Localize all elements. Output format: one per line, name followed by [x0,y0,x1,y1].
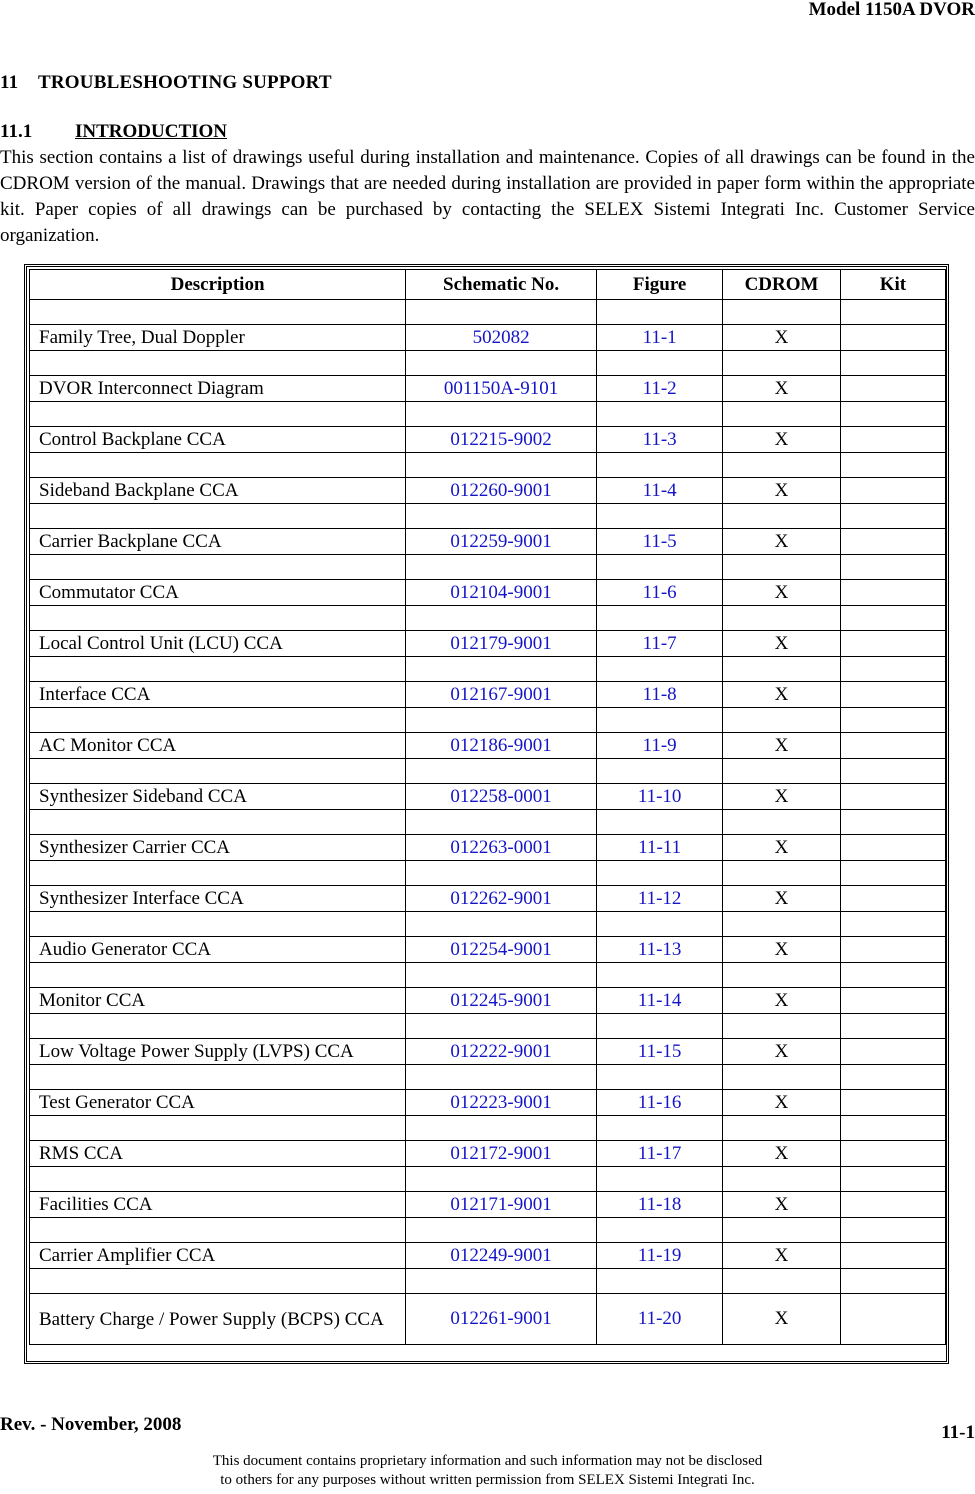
figure-link[interactable]: 11-5 [597,529,723,555]
table-row [30,733,946,759]
description-cell: RMS CCA [30,1141,406,1167]
empty-cell [840,708,945,733]
cdrom-cell: X [723,784,841,810]
description-cell: Audio Generator CCA [30,937,406,963]
schematic-link[interactable]: 012223-9001 [406,1090,597,1116]
schematic-link[interactable]: 012186-9001 [406,733,597,759]
table-row [30,427,946,453]
table-row [30,1090,946,1116]
table-row [30,529,946,555]
kit-cell [840,835,945,861]
description-cell: Commutator CCA [30,580,406,606]
empty-cell [723,504,841,529]
empty-cell [30,810,406,835]
empty-cell [723,963,841,988]
table-row [30,1192,946,1218]
empty-cell [406,1218,597,1243]
figure-link[interactable]: 11-4 [597,478,723,504]
empty-cell [30,1269,406,1294]
kit-cell [840,784,945,810]
empty-cell [723,1065,841,1090]
figure-link[interactable]: 11-11 [597,835,723,861]
spacer-row [30,402,946,427]
spacer-row [30,1269,946,1294]
empty-cell [597,351,723,376]
schematic-link[interactable]: 012245-9001 [406,988,597,1014]
schematic-link[interactable]: 012171-9001 [406,1192,597,1218]
empty-cell [406,963,597,988]
empty-cell [597,300,723,325]
schematic-link[interactable]: 012215-9002 [406,427,597,453]
figure-link[interactable]: 11-1 [597,325,723,351]
table-row [30,682,946,708]
description-cell: Sideband Backplane CCA [30,478,406,504]
empty-cell [406,1167,597,1192]
spacer-row [30,759,946,784]
cdrom-cell: X [723,1243,841,1269]
empty-cell [30,1218,406,1243]
kit-cell [840,886,945,912]
spacer-row [30,1218,946,1243]
empty-cell [406,1116,597,1141]
empty-cell [840,1014,945,1039]
empty-cell [30,861,406,886]
empty-cell [723,861,841,886]
schematic-link[interactable]: 001150A-9101 [406,376,597,402]
figure-link[interactable]: 11-6 [597,580,723,606]
empty-cell [597,1065,723,1090]
empty-cell [597,861,723,886]
kit-cell [840,376,945,402]
table-row [30,631,946,657]
schematic-link[interactable]: 012179-9001 [406,631,597,657]
table-row [30,376,946,402]
empty-cell [723,1269,841,1294]
cdrom-cell: X [723,1141,841,1167]
description-cell: Carrier Backplane CCA [30,529,406,555]
table-header-row [30,270,946,300]
cdrom-cell: X [723,682,841,708]
table-row [30,937,946,963]
table-row [30,988,946,1014]
spacer-row [30,1116,946,1141]
empty-cell [30,963,406,988]
spacer-row [30,606,946,631]
empty-cell [597,1014,723,1039]
schematic-link[interactable]: 012222-9001 [406,1039,597,1065]
cdrom-cell: X [723,1294,841,1345]
spacer-row [30,504,946,529]
table-row [30,886,946,912]
subsection-title-text: INTRODUCTION [75,121,228,142]
description-cell: Local Control Unit (LCU) CCA [30,631,406,657]
figure-link[interactable]: 11-10 [597,784,723,810]
kit-cell [840,733,945,759]
empty-cell [597,912,723,937]
description-cell: Family Tree, Dual Doppler [30,325,406,351]
empty-cell [597,810,723,835]
cdrom-cell: X [723,427,841,453]
empty-cell [840,1167,945,1192]
figure-link[interactable]: 11-3 [597,427,723,453]
empty-cell [30,912,406,937]
proprietary-notice [0,1452,975,1490]
schematic-link[interactable]: 012260-9001 [406,478,597,504]
empty-cell [597,402,723,427]
figure-link[interactable]: 11-18 [597,1192,723,1218]
empty-cell [406,657,597,682]
empty-cell [723,657,841,682]
figure-link[interactable]: 11-16 [597,1090,723,1116]
figure-link[interactable]: 11-12 [597,886,723,912]
empty-cell [723,402,841,427]
empty-cell [723,1218,841,1243]
header-figure: Figure [597,270,723,300]
empty-cell [30,1167,406,1192]
empty-cell [30,555,406,580]
empty-cell [723,1167,841,1192]
empty-cell [723,810,841,835]
header-description: Description [30,270,406,300]
empty-cell [597,453,723,478]
spacer-row [30,300,946,325]
table-body [30,300,946,1345]
empty-cell [597,1116,723,1141]
empty-cell [840,861,945,886]
empty-cell [840,1116,945,1141]
empty-cell [30,1116,406,1141]
empty-cell [723,300,841,325]
figure-link[interactable]: 11-7 [597,631,723,657]
table-row [30,784,946,810]
revision: Rev. - November, 2008 [0,1414,182,1435]
empty-cell [30,351,406,376]
empty-cell [406,1014,597,1039]
empty-cell [406,504,597,529]
spacer-row [30,657,946,682]
table-row [30,1243,946,1269]
spacer-row [30,1014,946,1039]
empty-cell [597,555,723,580]
figure-link[interactable]: 11-14 [597,988,723,1014]
header-model: Model 1150A DVOR [808,0,975,20]
empty-cell [597,759,723,784]
empty-cell [406,759,597,784]
cdrom-cell: X [723,376,841,402]
empty-cell [406,351,597,376]
empty-cell [723,351,841,376]
schematic-link[interactable]: 012249-9001 [406,1243,597,1269]
table-row [30,478,946,504]
spacer-row [30,861,946,886]
description-cell: Control Backplane CCA [30,427,406,453]
page-number: 11-1 [941,1422,975,1443]
description-cell: Low Voltage Power Supply (LVPS) CCA [30,1039,406,1065]
figure-link[interactable]: 11-17 [597,1141,723,1167]
table-row [30,1141,946,1167]
kit-cell [840,478,945,504]
empty-cell [406,606,597,631]
empty-cell [406,402,597,427]
description-cell: Battery Charge / Power Supply (BCPS) CCA [30,1294,406,1345]
cdrom-cell: X [723,325,841,351]
schematic-link[interactable]: 502082 [406,325,597,351]
spacer-row [30,708,946,733]
spacer-row [30,912,946,937]
kit-cell [840,1294,945,1345]
empty-cell [597,1218,723,1243]
empty-cell [30,759,406,784]
figure-link[interactable]: 11-19 [597,1243,723,1269]
cdrom-cell: X [723,937,841,963]
cdrom-cell: X [723,529,841,555]
kit-cell [840,937,945,963]
empty-cell [840,759,945,784]
empty-cell [840,351,945,376]
cdrom-cell: X [723,631,841,657]
cdrom-cell: X [723,580,841,606]
empty-cell [597,1167,723,1192]
schematic-link[interactable]: 012104-9001 [406,580,597,606]
empty-cell [723,606,841,631]
table-row [30,325,946,351]
kit-cell [840,427,945,453]
empty-cell [406,1269,597,1294]
kit-cell [840,682,945,708]
empty-cell [30,300,406,325]
empty-cell [406,810,597,835]
cdrom-cell: X [723,1192,841,1218]
spacer-row [30,963,946,988]
section-title [0,72,332,94]
description-cell: Synthesizer Carrier CCA [30,835,406,861]
cdrom-cell: X [723,886,841,912]
cdrom-cell: X [723,1090,841,1116]
figure-link[interactable]: 11-13 [597,937,723,963]
empty-cell [597,963,723,988]
description-cell: Synthesizer Sideband CCA [30,784,406,810]
description-cell: Synthesizer Interface CCA [30,886,406,912]
spacer-row [30,555,946,580]
description-cell: Carrier Amplifier CCA [30,1243,406,1269]
figure-link[interactable]: 11-20 [597,1294,723,1345]
empty-cell [597,657,723,682]
schematic-link[interactable]: 012262-9001 [406,886,597,912]
empty-cell [723,1014,841,1039]
empty-cell [840,606,945,631]
section-number: 11 [0,72,19,93]
empty-cell [406,300,597,325]
header-cdrom: CDROM [723,270,841,300]
empty-cell [597,504,723,529]
table-row [30,1039,946,1065]
table-row [30,835,946,861]
description-cell: Test Generator CCA [30,1090,406,1116]
description-cell: Monitor CCA [30,988,406,1014]
empty-cell [30,504,406,529]
empty-cell [30,657,406,682]
empty-cell [406,912,597,937]
kit-cell [840,1243,945,1269]
cdrom-cell: X [723,835,841,861]
description-cell: Facilities CCA [30,1192,406,1218]
cdrom-cell: X [723,1039,841,1065]
empty-cell [30,453,406,478]
empty-cell [406,555,597,580]
spacer-row [30,1167,946,1192]
description-cell: DVOR Interconnect Diagram [30,376,406,402]
empty-cell [723,1116,841,1141]
cdrom-cell: X [723,988,841,1014]
empty-cell [30,402,406,427]
kit-cell [840,529,945,555]
empty-cell [30,708,406,733]
spacer-row [30,453,946,478]
subsection-number: 11.1 [0,121,33,142]
empty-cell [30,1065,406,1090]
table-row [30,580,946,606]
figure-link[interactable]: 11-8 [597,682,723,708]
header-schematic: Schematic No. [406,270,597,300]
empty-cell [406,1065,597,1090]
schematic-link[interactable]: 012167-9001 [406,682,597,708]
table-row [30,1294,946,1345]
schematic-link[interactable]: 012259-9001 [406,529,597,555]
empty-cell [597,606,723,631]
empty-cell [840,810,945,835]
kit-cell [840,988,945,1014]
empty-cell [840,555,945,580]
empty-cell [840,1269,945,1294]
schematic-link[interactable]: 012258-0001 [406,784,597,810]
schematic-link[interactable]: 012263-0001 [406,835,597,861]
empty-cell [723,912,841,937]
kit-cell [840,1039,945,1065]
spacer-row [30,1065,946,1090]
intro-paragraph: This section contains a list of drawings useful during installation and maintenance. Copies of all drawings can be found in the CDROM version of the manual. Drawings that are needed during installation are provided in paper form within the appropriate kit. Paper copies of all drawings can be purchased by contacting the SELEX Sistemi Integrati Inc. Customer Service organization. [0,147,975,246]
schematic-link[interactable]: 012261-9001 [406,1294,597,1345]
empty-cell [840,1218,945,1243]
kit-cell [840,1141,945,1167]
empty-cell [840,912,945,937]
empty-cell [597,708,723,733]
cdrom-cell: X [723,478,841,504]
empty-cell [840,300,945,325]
description-cell: Interface CCA [30,682,406,708]
spacer-row [30,810,946,835]
notice-line-1: This document contains proprietary information and such information may not be disclosed [212,1453,763,1469]
empty-cell [840,402,945,427]
empty-cell [406,453,597,478]
empty-cell [723,759,841,784]
schematic-link[interactable]: 012172-9001 [406,1141,597,1167]
empty-cell [597,1269,723,1294]
empty-cell [723,555,841,580]
kit-cell [840,1192,945,1218]
empty-cell [723,453,841,478]
kit-cell [840,580,945,606]
empty-cell [840,453,945,478]
notice-line-2: to others for any purposes without written permission from SELEX Sistemi Integrati Inc. [220,1472,755,1488]
figure-link[interactable]: 11-2 [597,376,723,402]
subsection-title [0,121,227,143]
empty-cell [840,1065,945,1090]
kit-cell [840,1090,945,1116]
empty-cell [30,606,406,631]
description-cell: AC Monitor CCA [30,733,406,759]
empty-cell [406,708,597,733]
empty-cell [406,861,597,886]
empty-cell [840,963,945,988]
spacer-row [30,351,946,376]
empty-cell [840,504,945,529]
kit-cell [840,631,945,657]
empty-cell [840,657,945,682]
drawings-table-frame [24,264,949,1364]
figure-link[interactable]: 11-15 [597,1039,723,1065]
schematic-link[interactable]: 012254-9001 [406,937,597,963]
empty-cell [30,1014,406,1039]
figure-link[interactable]: 11-9 [597,733,723,759]
header-kit: Kit [840,270,945,300]
cdrom-cell: X [723,733,841,759]
empty-cell [723,708,841,733]
section-title-text: TROUBLESHOOTING SUPPORT [38,72,332,93]
kit-cell [840,325,945,351]
drawings-table [29,269,946,1345]
